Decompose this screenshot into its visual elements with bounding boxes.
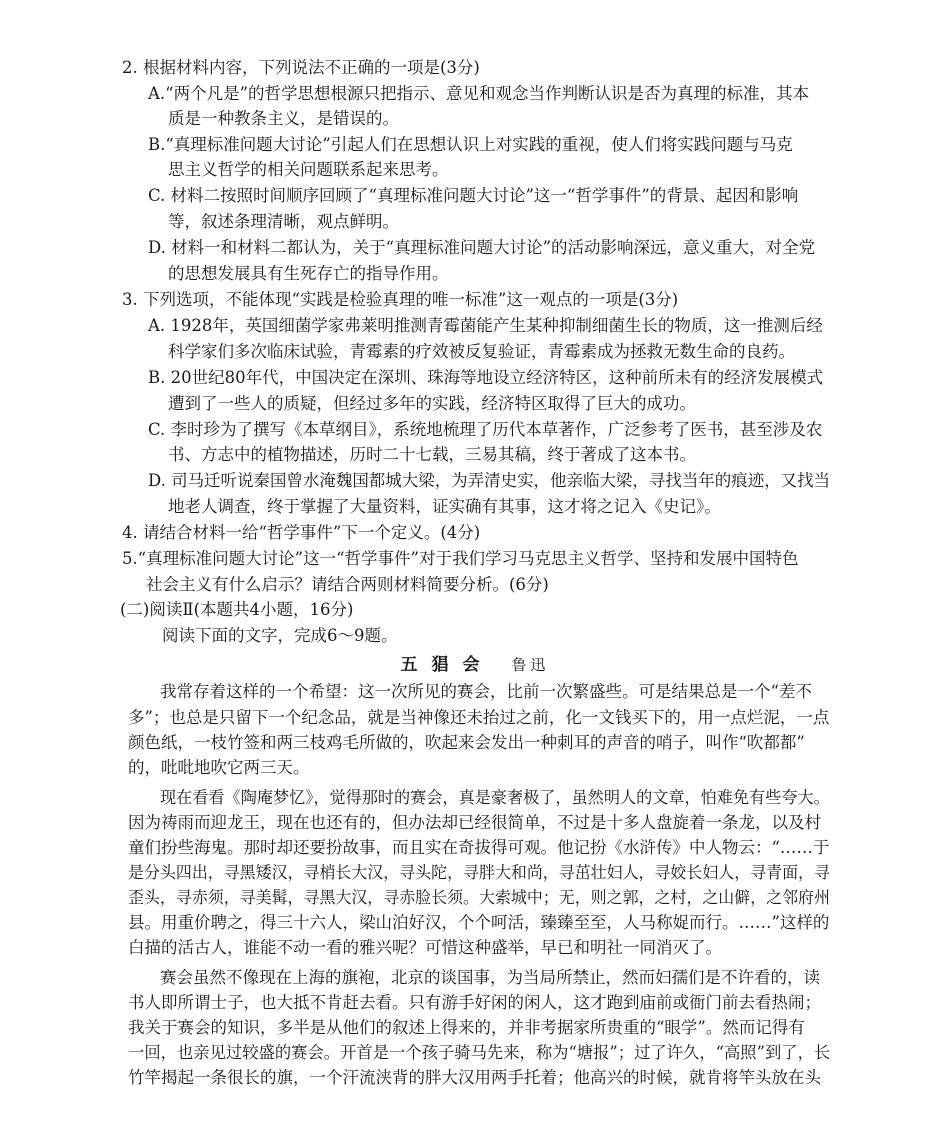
essay-p2-line1: 现在看看《陶庵梦忆》，觉得那时的赛会，真是豪奢极了，虽然明人的文章，怕难免有些夸大。 — [160, 788, 830, 807]
q2-option-c-line2: 等，叙述条理清晰，观点鲜明。 — [168, 212, 399, 231]
essay-p1-line1: 我常存着这样的一个希望：这一次所见的赛会，比前一次繁盛些。可是结果总是一个“差不 — [160, 682, 812, 701]
essay-p3-line3: 我关于赛会的知识，多半是从他们的叙述上得来的，并非考据家所贵重的“眼学”。然而记得有 — [128, 1018, 805, 1037]
essay-p3-line5: 竹竿揭起一条很长的旗，一个汗流浃背的胖大汉用两手托着；他高兴的时候，就肯将竿头放在头 — [128, 1068, 821, 1087]
q3-stem: 3. 下列选项，不能体现“实践是检验真理的唯一标准”这一观点的一项是(3分) — [122, 290, 679, 309]
q5-stem-line1: 5.“真理标准问题大讨论”这一“哲学事件”对于我们学习马克思主义哲学、坚持和发展中国特色 — [122, 549, 799, 568]
essay-p2-line2: 因为祷雨而迎龙王，现在也还有的，但办法却已经很简单，不过是十多人盘旋着一条龙，以及村 — [128, 813, 821, 832]
q2-option-d-line2: 的思想发展具有生死存亡的指导作用。 — [168, 264, 449, 283]
q3-option-a-line2: 科学家们多次临床试验，青霉素的疗效被反复验证，青霉素成为拯救无数生命的良药。 — [168, 342, 795, 361]
essay-p2-line3: 童们扮些海鬼。那时却还要扮故事，而且实在奇拔得可观。他记扮《水浒传》中人物云：“……于 — [128, 838, 830, 857]
q3-option-b-line2: 遭到了一些人的质疑，但经过多年的实践，经济特区取得了巨大的成功。 — [168, 394, 696, 413]
q2-option-a-line1: A.“两个凡是”的哲学思想根源只把指示、意见和观念当作判断认识是否为真理的标准，其本 — [148, 84, 810, 103]
essay-p2-line6: 县。用重价聘之，得三十六人，梁山泊好汉，个个呵活，臻臻至至，人马称娖而行。……”这样的 — [128, 913, 830, 932]
essay-title: 五猖会 — [400, 655, 494, 675]
essay-p1-line2: 多”；也总是只留下一个纪念品，就是当神像还未抬过之前，化一文钱买下的，用一点烂泥，一点 — [128, 708, 830, 727]
q2-option-c-line1: C. 材料二按照时间顺序回顾了“真理标准问题大讨论”这一“哲学事件”的背景、起因和影响 — [148, 186, 799, 205]
q3-option-c-line1: C. 李时珍为了撰写《本草纲目》，系统地梳理了历代本草著作，广泛参考了医书，甚至涉及农 — [148, 420, 823, 439]
section-heading: (二)阅读Ⅱ(本题共4小题，16分) — [120, 600, 354, 619]
q3-option-a-line1: A. 1928年，英国细菌学家弗莱明推测青霉菌能产生某种抑制细菌生长的物质，这一推测后经 — [148, 316, 823, 335]
essay-p3-line4: 一回，也亲见过较盛的赛会。开首是一个孩子骑马先来，称为“塘报”；过了许久，“高照”到了，长 — [128, 1043, 831, 1062]
essay-p3-line1: 赛会虽然不像现在上海的旗袍，北京的谈国事，为当局所禁止，然而妇孺们是不许看的，读 — [160, 968, 820, 987]
essay-title-block — [0, 652, 950, 678]
q3-option-b-line1: B. 20世纪80年代，中国决定在深圳、珠海等地设立经济特区，这种前所未有的经济发展模式 — [148, 368, 824, 387]
q2-stem: 2. 根据材料内容，下列说法不正确的一项是(3分) — [122, 58, 480, 77]
essay-p2-line5: 歪头，寻赤须，寻美髯，寻黑大汉，寻赤脸长须。大索城中；无，则之郭，之村，之山僻，之邻府州 — [128, 888, 830, 907]
essay-p2-line4: 是分头四出，寻黑矮汉，寻梢长大汉，寻头陀，寻胖大和尚，寻茁壮妇人，寻姣长妇人，寻青面，寻 — [128, 863, 830, 882]
q3-option-d-line1: D. 司马迁听说秦国曾水淹魏国都城大梁，为弄清史实，他亲临大梁，寻找当年的痕迹，又找当 — [148, 471, 831, 490]
q5-stem-line2: 社会主义有什么启示？请结合两则材料简要分析。(6分) — [146, 575, 549, 594]
essay-p1-line3: 颜色纸，一枝竹签和两三枝鸡毛所做的，吹起来会发出一种刺耳的声音的哨子，叫作“吹都都” — [128, 733, 805, 752]
essay-p3-line2: 书人即所谓士子，也大抵不肯赶去看。只有游手好闲的闲人，这才跑到庙前或衙门前去看热闹； — [128, 993, 821, 1012]
q2-option-d-line1: D. 材料一和材料二都认为，关于“真理标准问题大讨论”的活动影响深远，意义重大，对全党 — [148, 238, 816, 257]
q3-option-d-line2: 地老人调查，终于掌握了大量资料，证实确有其事，这才将之记入《史记》。 — [168, 497, 721, 516]
essay-p2-line7: 白描的活古人，谁能不动一看的雅兴呢？可惜这种盛举，早已和明社一同消灭了。 — [128, 938, 722, 957]
q4-stem: 4. 请结合材料一给“哲学事件”下一个定义。(4分) — [122, 523, 481, 542]
q2-option-a-line2: 质是一种教条主义，是错误的。 — [168, 109, 399, 128]
q2-option-b-line1: B.“真理标准问题大讨论”引起人们在思想认识上对实践的重视，使人们将实践问题与马克 — [148, 135, 793, 154]
essay-p1-line4: 的，吡吡地吹它两三天。 — [128, 758, 310, 777]
section-instruction: 阅读下面的文字，完成6～9题。 — [162, 626, 398, 645]
q2-option-b-line2: 思主义哲学的相关问题联系起来思考。 — [168, 160, 449, 179]
essay-author: 鲁迅 — [511, 656, 550, 674]
q3-option-c-line2: 书、方志中的植物描述，历时二十七载，三易其稿，终于著成了这本书。 — [168, 445, 696, 464]
